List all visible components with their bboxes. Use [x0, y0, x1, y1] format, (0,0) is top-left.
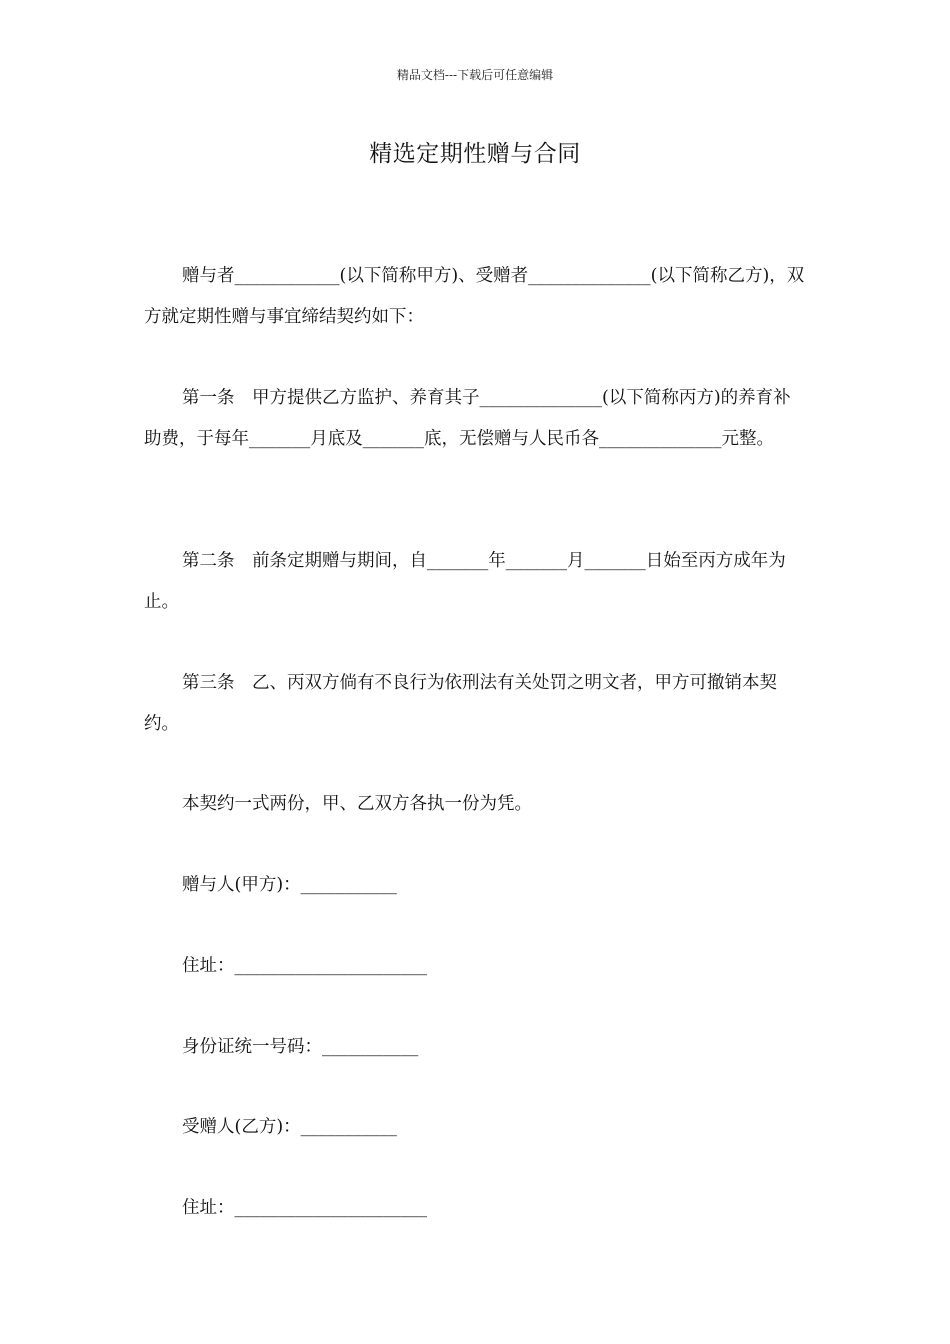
article-3: 第三条 乙、丙双方倘有不良行为依刑法有关处罚之明文者，甲方可撤销本契约。 — [144, 673, 777, 734]
article-2: 第二条 前条定期赠与期间，自_______年_______月_______日始至丙方成年为止。 — [144, 551, 786, 612]
donor-id-line: 身份证统一号码：___________ — [182, 1037, 419, 1057]
donor-address-line: 住址：______________________ — [182, 956, 427, 976]
copies-statement: 本契约一式两份，甲、乙双方各执一份为凭。 — [182, 794, 532, 814]
article-1: 第一条 甲方提供乙方监护、养育其子______________(以下简称丙方)的养育补助费，于每年_______月底及_______底，无偿赠与人民币各______________元整。 — [144, 388, 791, 449]
document-title: 精选定期性赠与合同 — [369, 141, 581, 167]
donor-signature-line: 赠与人(甲方)：___________ — [182, 875, 397, 895]
intro-paragraph: 赠与者____________(以下简称甲方)、受赠者______________(以下简称乙方)，双方就定期性赠与事宜缔结契约如下： — [144, 266, 805, 327]
donee-address-line: 住址：______________________ — [182, 1198, 427, 1218]
header-note: 精品文档---下载后可任意编辑 — [396, 68, 554, 82]
donee-signature-line: 受赠人(乙方)：___________ — [182, 1117, 397, 1137]
